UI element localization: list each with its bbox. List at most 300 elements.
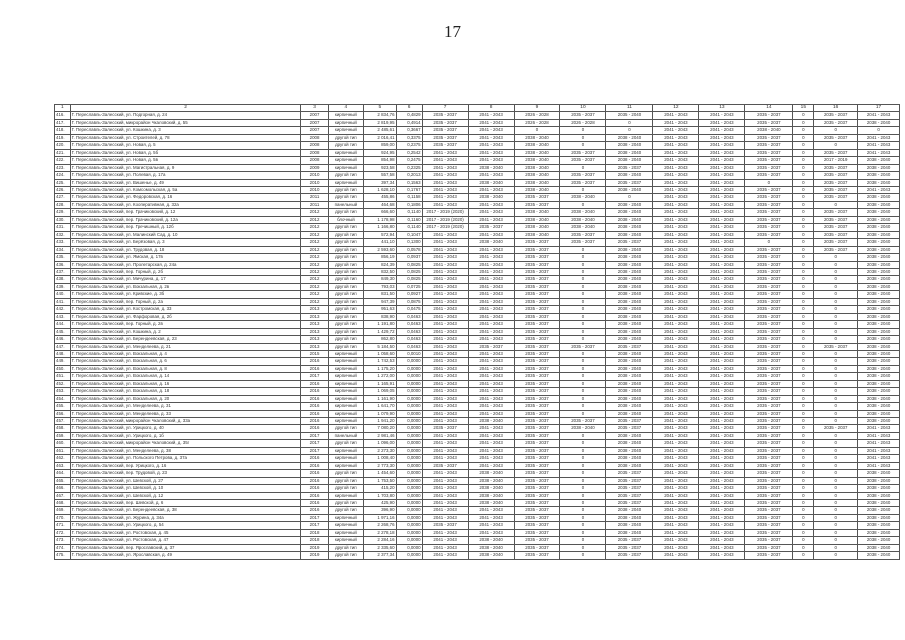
table-cell: 0,0825 xyxy=(396,261,422,268)
table-cell: 2038 - 2040 xyxy=(606,246,653,253)
table-cell: 0 xyxy=(560,492,606,499)
table-cell: 2041 - 2043 xyxy=(699,201,745,208)
table-cell: 2041 - 2043 xyxy=(468,112,514,119)
table-cell: 2038 - 2040 xyxy=(858,537,900,544)
table-cell: 0 xyxy=(814,261,858,268)
table-cell: кирпичный xyxy=(328,492,364,499)
row-number: 422. xyxy=(55,157,71,164)
table-cell: 2035 - 2037 xyxy=(514,529,560,536)
table-cell: 2017 xyxy=(301,432,328,439)
table-cell: 0,0000 xyxy=(396,522,422,529)
row-number: 454. xyxy=(55,395,71,402)
table-cell: 838,90 xyxy=(364,313,396,320)
table-cell: 2041 - 2043 xyxy=(653,298,699,305)
table-cell: 0 xyxy=(814,410,858,417)
row-number: 473. xyxy=(55,537,71,544)
table-cell: 0 xyxy=(560,514,606,521)
table-cell: 2035 - 2037 xyxy=(745,224,793,231)
table-cell: 2038 - 2040 xyxy=(858,276,900,283)
table-row xyxy=(55,395,900,402)
table-cell: 2038 - 2040 xyxy=(858,216,900,223)
table-cell: 2035 - 2037 xyxy=(745,403,793,410)
table-cell: 0 xyxy=(793,492,814,499)
table-cell: 2041 - 2043 xyxy=(858,440,900,447)
table-cell: 0 xyxy=(793,395,814,402)
table-cell: 2041 - 2043 xyxy=(422,500,468,507)
table-cell: другой тип xyxy=(328,336,364,343)
table-cell: кирпичный xyxy=(328,350,364,357)
table-cell: 2041 - 2043 xyxy=(699,477,745,484)
table-cell: 0 xyxy=(560,328,606,335)
table-cell: 2035 - 2037 xyxy=(745,321,793,328)
table-cell: 0 xyxy=(814,395,858,402)
table-cell: 2041 - 2043 xyxy=(699,224,745,231)
table-cell: 2041 - 2043 xyxy=(468,373,514,380)
table-cell: 2035 - 2037 xyxy=(745,365,793,372)
table-cell: 2041 - 2043 xyxy=(699,529,745,536)
table-cell: 2035 - 2037 xyxy=(514,455,560,462)
column-number: 5 xyxy=(364,105,396,112)
table-cell: 464,68 xyxy=(364,201,396,208)
table-cell: 2035 - 2037 xyxy=(745,425,793,432)
row-number: 438. xyxy=(55,276,71,283)
row-number: 452. xyxy=(55,380,71,387)
table-cell: 2038 - 2040 xyxy=(606,224,653,231)
table-cell: 2041 - 2043 xyxy=(422,328,468,335)
table-cell: 2041 - 2043 xyxy=(422,485,468,492)
row-number: 427. xyxy=(55,194,71,201)
table-row xyxy=(55,179,900,186)
table-cell: 2035 - 2037 xyxy=(606,164,653,171)
table-cell: 0 xyxy=(814,470,858,477)
table-cell: 2008 xyxy=(301,134,328,141)
table-cell: 2041 - 2043 xyxy=(653,373,699,380)
table-cell: 2019 xyxy=(301,544,328,551)
table-cell: 2041 - 2043 xyxy=(699,321,745,328)
column-number: 13 xyxy=(699,105,745,112)
table-cell: 2035 - 2037 xyxy=(514,194,560,201)
table-cell: 2015 xyxy=(301,350,328,357)
table-cell: 2026 - 2028 xyxy=(560,119,606,126)
table-cell: 2041 - 2043 xyxy=(858,432,900,439)
table-cell: 2007 xyxy=(301,119,328,126)
address-cell: Г. Переславль-Залесский, ул. Берендеевская, д. 23 xyxy=(70,336,301,343)
table-row xyxy=(55,388,900,395)
table-cell: 2038 - 2040 xyxy=(606,328,653,335)
table-cell: 824,39 xyxy=(364,261,396,268)
table-cell: 2041 - 2043 xyxy=(699,485,745,492)
table-cell: 0 xyxy=(560,358,606,365)
table-cell: 2041 - 2043 xyxy=(653,455,699,462)
table-cell: 2026 - 2028 xyxy=(514,112,560,119)
address-cell: Г. Переславль-Залесский, ул. Пролетарская, д. 24а xyxy=(70,261,301,268)
table-cell: 1 429,72 xyxy=(364,328,396,335)
table-cell: 2041 - 2043 xyxy=(653,365,699,372)
table-cell: 2041 - 2043 xyxy=(422,283,468,290)
table-cell: 0 xyxy=(793,149,814,156)
table-cell: 2038 - 2040 xyxy=(606,216,653,223)
table-cell: 2038 - 2040 xyxy=(858,313,900,320)
table-cell: 2041 - 2043 xyxy=(422,306,468,313)
table-cell: 2041 - 2043 xyxy=(699,432,745,439)
table-cell: 2041 - 2043 xyxy=(422,477,468,484)
table-cell: другой тип xyxy=(328,268,364,275)
row-number: 457. xyxy=(55,418,71,425)
table-cell: 2041 - 2043 xyxy=(468,425,514,432)
table-cell: 0,0000 xyxy=(396,477,422,484)
table-cell: 2038 - 2040 xyxy=(606,231,653,238)
table-cell: 2041 - 2043 xyxy=(653,440,699,447)
table-cell: 2041 - 2043 xyxy=(422,388,468,395)
table-cell: 2041 - 2043 xyxy=(468,395,514,402)
table-cell: 2041 - 2043 xyxy=(653,283,699,290)
table-cell: 2018 xyxy=(301,529,328,536)
table-cell: 0,0000 xyxy=(396,485,422,492)
table-cell: 2038 - 2040 xyxy=(858,365,900,372)
table-cell: 2041 - 2043 xyxy=(422,492,468,499)
table-cell: 2035 - 2037 xyxy=(514,246,560,253)
table-cell: 0 xyxy=(814,418,858,425)
table-cell: 0,0000 xyxy=(396,447,422,454)
table-cell: 2041 - 2043 xyxy=(422,455,468,462)
table-cell: 2 485,61 xyxy=(364,127,396,134)
row-number: 418. xyxy=(55,127,71,134)
table-cell: 2013 xyxy=(301,321,328,328)
table-cell: 2038 - 2040 xyxy=(514,157,560,164)
table-cell: 2041 - 2043 xyxy=(699,500,745,507)
table-cell: 0 xyxy=(560,388,606,395)
table-cell: 2041 - 2043 xyxy=(422,291,468,298)
table-cell: 856,19 xyxy=(364,254,396,261)
address-cell: Г. Переславль-Залесский, пер. Горный, д. 2а xyxy=(70,298,301,305)
address-cell: Г. Переславль-Залесский, ул. Комсомольская, д. 5а xyxy=(70,186,301,193)
table-cell: 0 xyxy=(793,410,814,417)
row-number: 417. xyxy=(55,119,71,126)
table-cell: 2 273,30 xyxy=(364,447,396,454)
table-cell: 0,1140 xyxy=(396,209,422,216)
table-cell: 2041 - 2043 xyxy=(653,239,699,246)
table-cell: 2035 - 2037 xyxy=(514,537,560,544)
column-number: 7 xyxy=(422,105,468,112)
table-cell: другой тип xyxy=(328,224,364,231)
table-row xyxy=(55,514,900,521)
table-cell: 2041 - 2043 xyxy=(468,410,514,417)
address-cell: Г. Переславль-Залесский, пер. Ярославский, д. 37 xyxy=(70,544,301,551)
table-cell: 0 xyxy=(814,388,858,395)
table-cell: 2035 - 2037 xyxy=(514,306,560,313)
table-cell: 2016 xyxy=(301,388,328,395)
address-cell: Г. Переславль-Залесский, ул. Кооперативная, д. 32а xyxy=(70,201,301,208)
table-cell: 2011 xyxy=(301,194,328,201)
table-cell: 0 xyxy=(793,529,814,536)
table-cell: 2041 - 2043 xyxy=(422,432,468,439)
table-cell: 2041 - 2043 xyxy=(653,544,699,551)
table-cell: 2038 - 2040 xyxy=(606,365,653,372)
table-cell: кирпичный xyxy=(328,410,364,417)
table-cell: 2038 - 2040 xyxy=(858,209,900,216)
table-cell: 2041 - 2043 xyxy=(653,529,699,536)
table-cell: 2035 - 2037 xyxy=(606,425,653,432)
table-cell: 0 xyxy=(793,537,814,544)
table-cell: 2035 - 2037 xyxy=(745,500,793,507)
table-cell: 0,0937 xyxy=(396,254,422,261)
table-cell: 2041 - 2043 xyxy=(653,485,699,492)
table-cell: 2035 - 2037 xyxy=(514,276,560,283)
table-row xyxy=(55,552,900,559)
table-cell: 0,2325 xyxy=(396,164,422,171)
table-cell: 2041 - 2043 xyxy=(653,201,699,208)
table-cell: 0,4829 xyxy=(396,112,422,119)
table-cell: 2038 - 2040 xyxy=(606,388,653,395)
table-cell: 2035 - 2037 xyxy=(514,440,560,447)
table-cell: 2035 - 2037 xyxy=(514,291,560,298)
table-cell: 2041 - 2043 xyxy=(653,470,699,477)
table-cell: 2035 - 2037 xyxy=(814,246,858,253)
table-cell: кирпичный xyxy=(328,418,364,425)
table-cell: 2041 - 2043 xyxy=(468,283,514,290)
table-cell: 0 xyxy=(560,365,606,372)
table-row xyxy=(55,507,900,514)
table-cell: 0,0000 xyxy=(396,358,422,365)
table-cell: 2013 xyxy=(301,306,328,313)
address-cell: Г. Переславль-Залесский, ул. Вокзальная, д. 20 xyxy=(70,395,301,402)
table-cell: 2038 - 2040 xyxy=(858,254,900,261)
table-cell: 2012 xyxy=(301,239,328,246)
table-cell: 2038 - 2040 xyxy=(858,522,900,529)
table-cell: 2 335,60 xyxy=(364,544,396,551)
table-cell: 2038 - 2040 xyxy=(514,149,560,156)
row-number: 451. xyxy=(55,373,71,380)
table-cell: 0 xyxy=(814,283,858,290)
table-row xyxy=(55,470,900,477)
table-cell: 0 xyxy=(793,209,814,216)
table-cell: 0 xyxy=(814,544,858,551)
address-cell: Г. Переславль-Залесский, ул. Вокзальная, д. 2в xyxy=(70,283,301,290)
address-cell: Г. Переславль-Залесский, ул. Менделеева, д. 21 xyxy=(70,343,301,350)
table-cell: 1 178,98 xyxy=(364,216,396,223)
table-cell: 2041 - 2043 xyxy=(468,321,514,328)
table-cell: 0,0000 xyxy=(396,544,422,551)
table-cell: 2038 - 2040 xyxy=(858,470,900,477)
table-cell: 1 703,80 xyxy=(364,492,396,499)
row-number: 462. xyxy=(55,455,71,462)
housing-table xyxy=(54,104,900,560)
row-number: 429. xyxy=(55,209,71,216)
table-cell: 2041 - 2043 xyxy=(699,544,745,551)
table-row xyxy=(55,216,900,223)
table-cell: 2041 - 2043 xyxy=(699,209,745,216)
table-cell: 2035 - 2037 xyxy=(745,432,793,439)
table-cell: 0 xyxy=(606,127,653,134)
table-cell: панельный xyxy=(328,201,364,208)
table-cell: 0 xyxy=(793,365,814,372)
column-number: 12 xyxy=(653,105,699,112)
table-cell: 0,4914 xyxy=(396,119,422,126)
table-cell: 2035 - 2037 xyxy=(514,418,560,425)
table-cell: 0 xyxy=(560,373,606,380)
table-cell: 2041 - 2043 xyxy=(699,246,745,253)
table-cell: 2041 - 2043 xyxy=(468,134,514,141)
table-cell: 2038 - 2040 xyxy=(858,380,900,387)
table-cell: 2038 - 2040 xyxy=(606,149,653,156)
table-cell: 5 184,50 xyxy=(364,343,396,350)
address-cell: Г. Переславль-Залесский, ул. Кошкина, д. 2 xyxy=(70,328,301,335)
table-cell: 2041 - 2043 xyxy=(468,291,514,298)
table-cell: 2038 - 2040 xyxy=(468,537,514,544)
table-cell: 2041 - 2043 xyxy=(422,179,468,186)
address-cell: Г. Переславль-Залесский, ул. Магистральная, д. 9 xyxy=(70,164,301,171)
table-cell: другой тип xyxy=(328,291,364,298)
address-cell: Г. Переславль-Залесский, ул. Шевской, д. 10 xyxy=(70,485,301,492)
address-cell: Г. Переславль-Залесский, пер. Горный, д. 2б xyxy=(70,268,301,275)
table-row xyxy=(55,477,900,484)
table-cell: 2035 - 2037 xyxy=(745,544,793,551)
table-cell: 0,0000 xyxy=(396,418,422,425)
table-cell: 2041 - 2043 xyxy=(468,186,514,193)
table-cell: 2041 - 2043 xyxy=(699,395,745,402)
table-cell: 2035 - 2037 xyxy=(814,194,858,201)
address-cell: Г. Переславль-Залесский, ул. Ростовская, д. 47 xyxy=(70,537,301,544)
table-cell: 2038 - 2040 xyxy=(514,134,560,141)
table-cell: 2035 - 2037 xyxy=(606,485,653,492)
table-cell: 0 xyxy=(793,380,814,387)
table-cell: 0 xyxy=(814,350,858,357)
table-cell: 2041 - 2043 xyxy=(422,172,468,179)
table-cell: 2041 - 2043 xyxy=(699,492,745,499)
table-cell: 1 008,40 xyxy=(364,455,396,462)
address-cell: Г. Переславль-Залесский, ул. Новая, д. 5б xyxy=(70,149,301,156)
table-cell: 0 xyxy=(814,403,858,410)
table-cell: 2035 - 2037 xyxy=(514,283,560,290)
table-cell: 0 xyxy=(514,127,560,134)
table-cell: 0 xyxy=(560,142,606,149)
table-cell: 2038 - 2040 xyxy=(468,418,514,425)
table-cell: 2038 - 2040 xyxy=(858,529,900,536)
table-cell: 2035 - 2037 xyxy=(745,380,793,387)
table-cell: 0 xyxy=(560,529,606,536)
table-cell: 2 819,95 xyxy=(364,119,396,126)
row-number: 449. xyxy=(55,358,71,365)
table-cell: 2016 xyxy=(301,403,328,410)
table-cell: 0 xyxy=(793,298,814,305)
table-cell: 2041 - 2043 xyxy=(699,537,745,544)
table-cell: 2041 - 2043 xyxy=(699,261,745,268)
column-number: 8 xyxy=(468,105,514,112)
table-cell: 0 xyxy=(560,470,606,477)
table-cell: 2041 - 2043 xyxy=(468,388,514,395)
table-cell: 2035 - 2037 xyxy=(514,350,560,357)
address-cell: Г. Переславль-Залесский, ул. Шевской, д. 12 xyxy=(70,492,301,499)
table-cell: 2035 - 2037 xyxy=(745,201,793,208)
table-cell: 2016 xyxy=(301,477,328,484)
table-cell: другой тип xyxy=(328,485,364,492)
table-cell: 2035 - 2037 xyxy=(745,186,793,193)
table-cell: 2035 - 2037 xyxy=(745,194,793,201)
table-row xyxy=(55,283,900,290)
table-cell: 2041 - 2043 xyxy=(422,395,468,402)
table-cell: 2041 - 2043 xyxy=(699,425,745,432)
table-cell: 2038 - 2040 xyxy=(858,298,900,305)
table-cell: 572,94 xyxy=(364,231,396,238)
table-cell: 0,0463 xyxy=(396,343,422,350)
table-cell: 2035 - 2037 xyxy=(745,552,793,559)
table-cell: 1 742,53 xyxy=(364,358,396,365)
table-cell: 2035 - 2037 xyxy=(514,470,560,477)
column-number: 14 xyxy=(745,105,793,112)
table-cell: кирпичный xyxy=(328,395,364,402)
table-cell: 2041 - 2043 xyxy=(653,447,699,454)
table-cell: 2035 - 2037 xyxy=(814,186,858,193)
table-cell: 0 xyxy=(560,276,606,283)
table-cell: 2038 - 2040 xyxy=(606,507,653,514)
table-cell: 0 xyxy=(793,350,814,357)
table-cell: 2035 - 2037 xyxy=(514,432,560,439)
table-cell: 2016 xyxy=(301,380,328,387)
table-cell: 2041 - 2043 xyxy=(699,462,745,469)
table-cell: 2041 - 2043 xyxy=(468,447,514,454)
table-cell: 2041 - 2043 xyxy=(468,336,514,343)
table-cell: 2038 - 2040 xyxy=(606,201,653,208)
table-cell: 2035 - 2037 xyxy=(745,477,793,484)
table-cell: 7 080,20 xyxy=(364,425,396,432)
table-cell: 0,0000 xyxy=(396,403,422,410)
table-cell: 0 xyxy=(560,522,606,529)
table-cell: 0,0463 xyxy=(396,313,422,320)
column-number: 4 xyxy=(328,105,364,112)
table-cell: 1 641,70 xyxy=(364,403,396,410)
table-cell: 2008 xyxy=(301,149,328,156)
table-cell: 2017 xyxy=(301,373,328,380)
table-cell: кирпичный xyxy=(328,149,364,156)
table-cell: 2038 - 2040 xyxy=(858,336,900,343)
table-cell: 0 xyxy=(560,306,606,313)
address-cell: Г. Переславль-Залесский, ул. Малинский Сад, д. 10 xyxy=(70,231,301,238)
table-cell: 2035 - 2037 xyxy=(422,522,468,529)
table-cell: 2035 - 2037 xyxy=(606,343,653,350)
table-cell: 0 xyxy=(793,231,814,238)
table-cell: 0,0463 xyxy=(396,328,422,335)
table-cell: 0 xyxy=(560,477,606,484)
row-number: 465. xyxy=(55,477,71,484)
table-cell: 2017 xyxy=(301,514,328,521)
table-cell: 0,0875 xyxy=(396,298,422,305)
table-cell: 2035 - 2037 xyxy=(745,358,793,365)
table-cell: 2016 xyxy=(301,500,328,507)
table-cell: 2017 - 2019 (2020) xyxy=(422,216,468,223)
table-cell: 2038 - 2040 xyxy=(514,172,560,179)
table-cell: другой тип xyxy=(328,298,364,305)
table-cell: 0 xyxy=(560,447,606,454)
row-number: 431. xyxy=(55,224,71,231)
address-cell: Г. Переславль-Залесский, пер. Горный, д. 2в xyxy=(70,321,301,328)
table-cell: 0 xyxy=(814,492,858,499)
table-cell: 0,2375 xyxy=(396,142,422,149)
table-cell: 1 272,00 xyxy=(364,373,396,380)
address-cell: Г. Переславль-Залесский, ул. Полевая, д. 17а xyxy=(70,172,301,179)
table-cell: 0 xyxy=(793,343,814,350)
address-cell: Г. Переславль-Залесский, ул. Костромская, д. 33 xyxy=(70,306,301,313)
table-cell: 2041 - 2043 xyxy=(468,365,514,372)
table-cell: 2035 - 2037 xyxy=(745,306,793,313)
table-cell: 2035 - 2037 xyxy=(514,343,560,350)
table-cell: 2035 - 2037 xyxy=(745,119,793,126)
table-cell: 2035 - 2037 xyxy=(745,395,793,402)
table-cell: 2035 - 2037 xyxy=(814,179,858,186)
table-cell: 2013 xyxy=(301,343,328,350)
table-cell: 0 xyxy=(606,194,653,201)
table-cell: 1 971,16 xyxy=(364,514,396,521)
table-cell: 0,1160 xyxy=(396,216,422,223)
